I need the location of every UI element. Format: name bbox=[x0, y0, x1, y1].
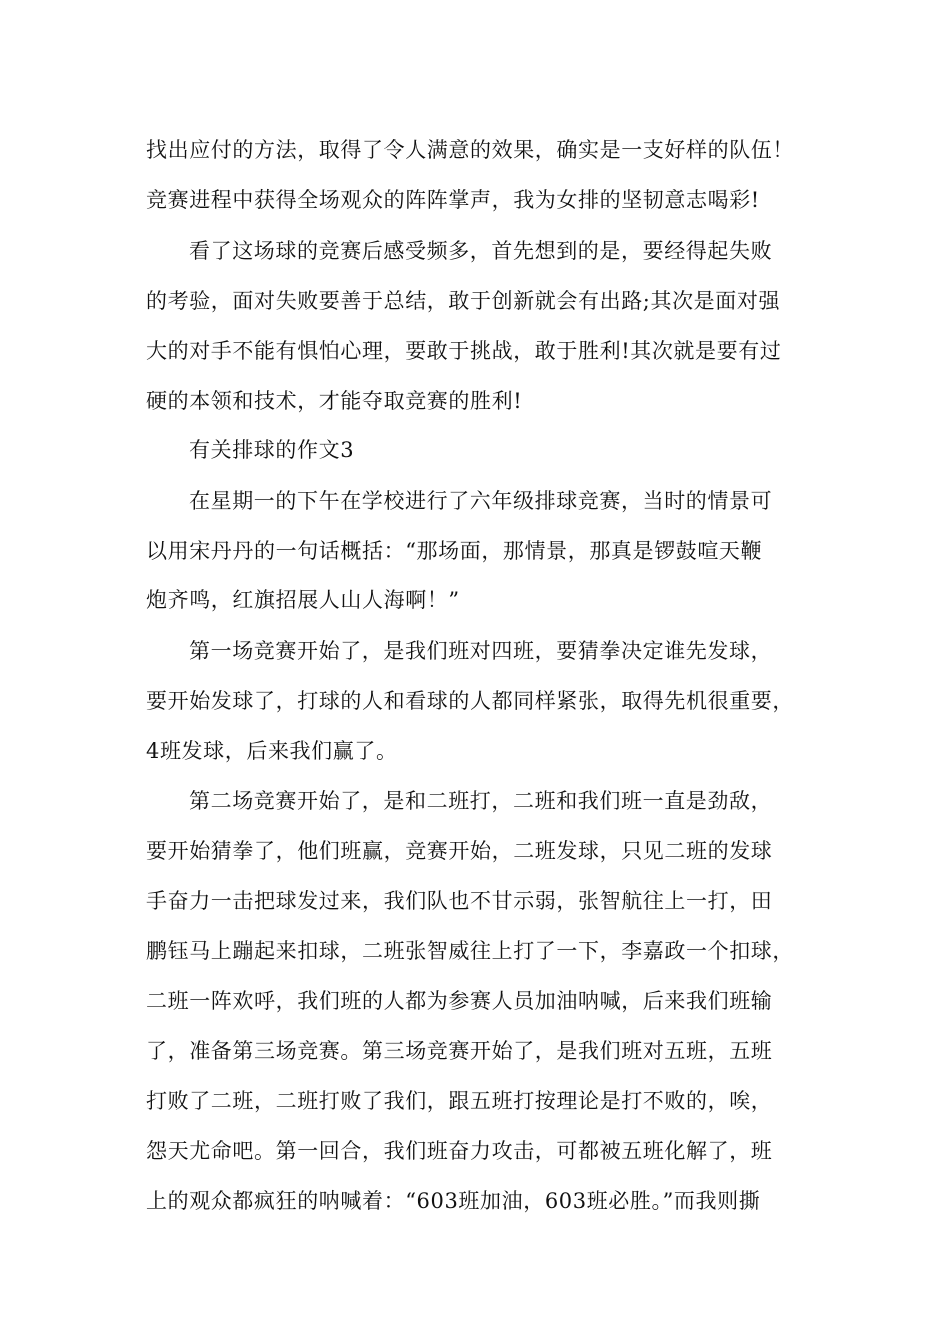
paragraph-start-line: 在星期一的下午在学校进行了六年级排球竞赛，当时的情景可 bbox=[189, 489, 773, 513]
text-line: 以用宋丹丹的一句话概括：“那场面，那情景，那真是锣鼓喧天鞭 bbox=[146, 539, 763, 563]
text-line: 要开始发球了，打球的人和看球的人都同样紧张，取得先机很重要， bbox=[146, 689, 794, 713]
text-line: 鹏钰马上蹦起来扣球，二班张智威往上打了一下，李嘉政一个扣球， bbox=[146, 939, 794, 963]
text-line: 要开始猜拳了，他们班赢，竞赛开始，二班发球，只见二班的发球 bbox=[146, 839, 773, 863]
text-line: 4班发球，后来我们赢了。 bbox=[146, 739, 398, 763]
text-line: 了，准备第三场竞赛。第三场竞赛开始了，是我们班对五班，五班 bbox=[146, 1039, 773, 1063]
text-line: 大的对手不能有惧怕心理，要敢于挑战，敢于胜利!其次就是要有过 bbox=[146, 339, 782, 363]
text-line: 二班一阵欢呼，我们班的人都为参赛人员加油呐喊，后来我们班输 bbox=[146, 989, 773, 1013]
paragraph-start-line: 第一场竞赛开始了，是我们班对四班，要猜拳决定谁先发球， bbox=[189, 639, 773, 663]
text-line: 的考验，面对失败要善于总结，敢于创新就会有出路;其次是面对强 bbox=[146, 289, 781, 313]
text-line: 上的观众都疯狂的呐喊着：“603班加油，603班必胜。”而我则撕 bbox=[146, 1189, 761, 1213]
text-line: 硬的本领和技术，才能夺取竞赛的胜利! bbox=[146, 389, 523, 413]
paragraph-start-line: 看了这场球的竞赛后感受频多，首先想到的是，要经得起失败 bbox=[189, 239, 773, 263]
paragraph-start-line: 第二场竞赛开始了，是和二班打，二班和我们班一直是劲敌， bbox=[189, 789, 773, 813]
text-line: 打败了二班，二班打败了我们，跟五班打按理论是打不败的，唉， bbox=[146, 1089, 773, 1113]
text-line: 炮齐鸣，红旗招展人山人海啊！” bbox=[146, 588, 460, 612]
text-line: 竞赛进程中获得全场观众的阵阵掌声，我为女排的坚韧意志喝彩! bbox=[146, 188, 760, 212]
text-line: 手奋力一击把球发过来，我们队也不甘示弱，张智航往上一打，田 bbox=[146, 889, 773, 913]
text-line: 找出应付的方法，取得了令人满意的效果，确实是一支好样的队伍！ bbox=[146, 138, 794, 162]
section-heading: 有关排球的作文3 bbox=[189, 438, 355, 462]
text-line: 怨天尤命吧。第一回合，我们班奋力攻击，可都被五班化解了，班 bbox=[146, 1139, 773, 1163]
